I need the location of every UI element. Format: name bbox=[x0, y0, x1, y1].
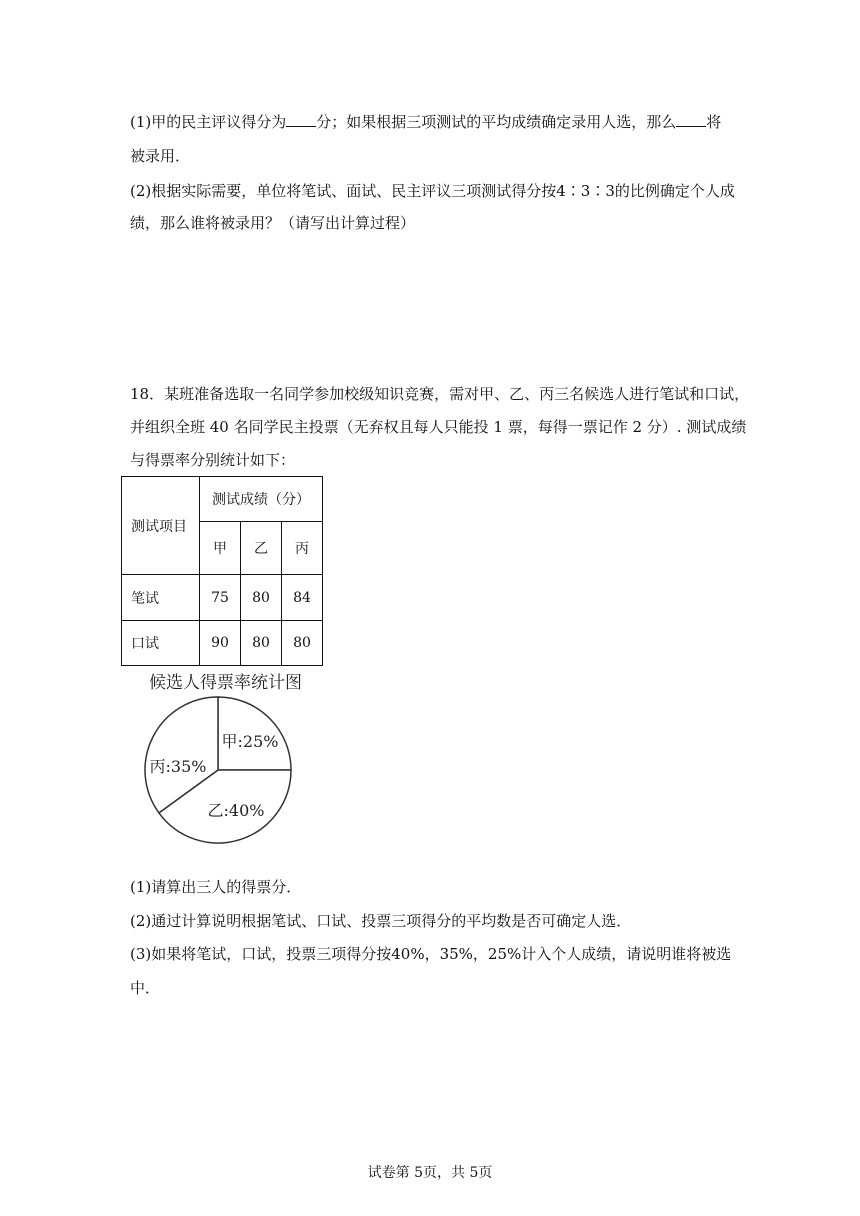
score-table bbox=[121, 476, 323, 666]
table-cell: 80 bbox=[282, 621, 323, 666]
candidate-header: 甲 bbox=[200, 522, 241, 575]
pie-chart bbox=[124, 693, 304, 847]
table-row-label: 口试 bbox=[122, 621, 200, 666]
table-cell: 80 bbox=[241, 621, 282, 666]
q18-sub1: (1)请算出三人的得票分． bbox=[130, 878, 302, 896]
q18-intro-line1: 18．某班准备选取一名同学参加校级知识竞赛，需对甲、乙、丙三名候选人进行笔试和口试， bbox=[130, 385, 750, 403]
q18-sub2: (2)通过计算说明根据笔试、口试、投票三项得分的平均数是否可确定人选． bbox=[130, 912, 632, 930]
q17-sub1-line2: 被录用． bbox=[130, 147, 191, 165]
answer-blank bbox=[676, 112, 706, 127]
table-cell: 80 bbox=[241, 575, 282, 621]
q18-sub3-line1: (3)如果将笔试，口试，投票三项得分按40%，35%，25%计入个人成绩，请说明谁将被选 bbox=[130, 945, 732, 963]
answer-blank bbox=[286, 112, 316, 127]
q17-sub1-mid: 分；如果根据三项测试的平均成绩确定录用人选，那么 bbox=[316, 113, 677, 131]
q17-sub1-suffix: 将 bbox=[706, 113, 722, 131]
q17-sub1-line1 bbox=[130, 112, 721, 132]
q17-sub2-line1: (2)根据实际需要，单位将笔试、面试、民主评议三项测试得分按4∶3∶3的比例确定个人成 bbox=[130, 182, 735, 200]
table-row bbox=[122, 621, 323, 666]
page-footer: 试卷第 5页，共 5页 bbox=[367, 1165, 493, 1181]
table-row-label: 笔试 bbox=[122, 575, 200, 621]
q18-intro-line3: 与得票率分别统计如下： bbox=[130, 451, 296, 469]
pie-slice-label: 甲:25% bbox=[221, 732, 279, 751]
table-corner-header: 测试项目 bbox=[122, 477, 200, 575]
table-cell: 84 bbox=[282, 575, 323, 621]
pie-slice-label: 丙:35% bbox=[149, 757, 207, 776]
candidate-header: 乙 bbox=[241, 522, 282, 575]
pie-slice-label: 乙:40% bbox=[207, 801, 265, 820]
q18-sub3-line2: 中． bbox=[130, 979, 161, 997]
table-row bbox=[122, 575, 323, 621]
table-cell: 90 bbox=[200, 621, 241, 666]
table-group-header: 测试成绩（分） bbox=[200, 477, 323, 522]
chart-title: 候选人得票率统计图 bbox=[149, 673, 302, 693]
q17-sub1-prefix: (1)甲的民主评议得分为 bbox=[130, 113, 287, 131]
q17-sub2-line2: 绩，那么谁将被录用？（请写出计算过程） bbox=[130, 214, 416, 232]
table-cell: 75 bbox=[200, 575, 241, 621]
candidate-header: 丙 bbox=[282, 522, 323, 575]
q18-intro-line2: 并组织全班 40 名同学民主投票（无弃权且每人只能投 1 票，每得一票记作 2 分）. 测试成绩 bbox=[130, 418, 747, 436]
